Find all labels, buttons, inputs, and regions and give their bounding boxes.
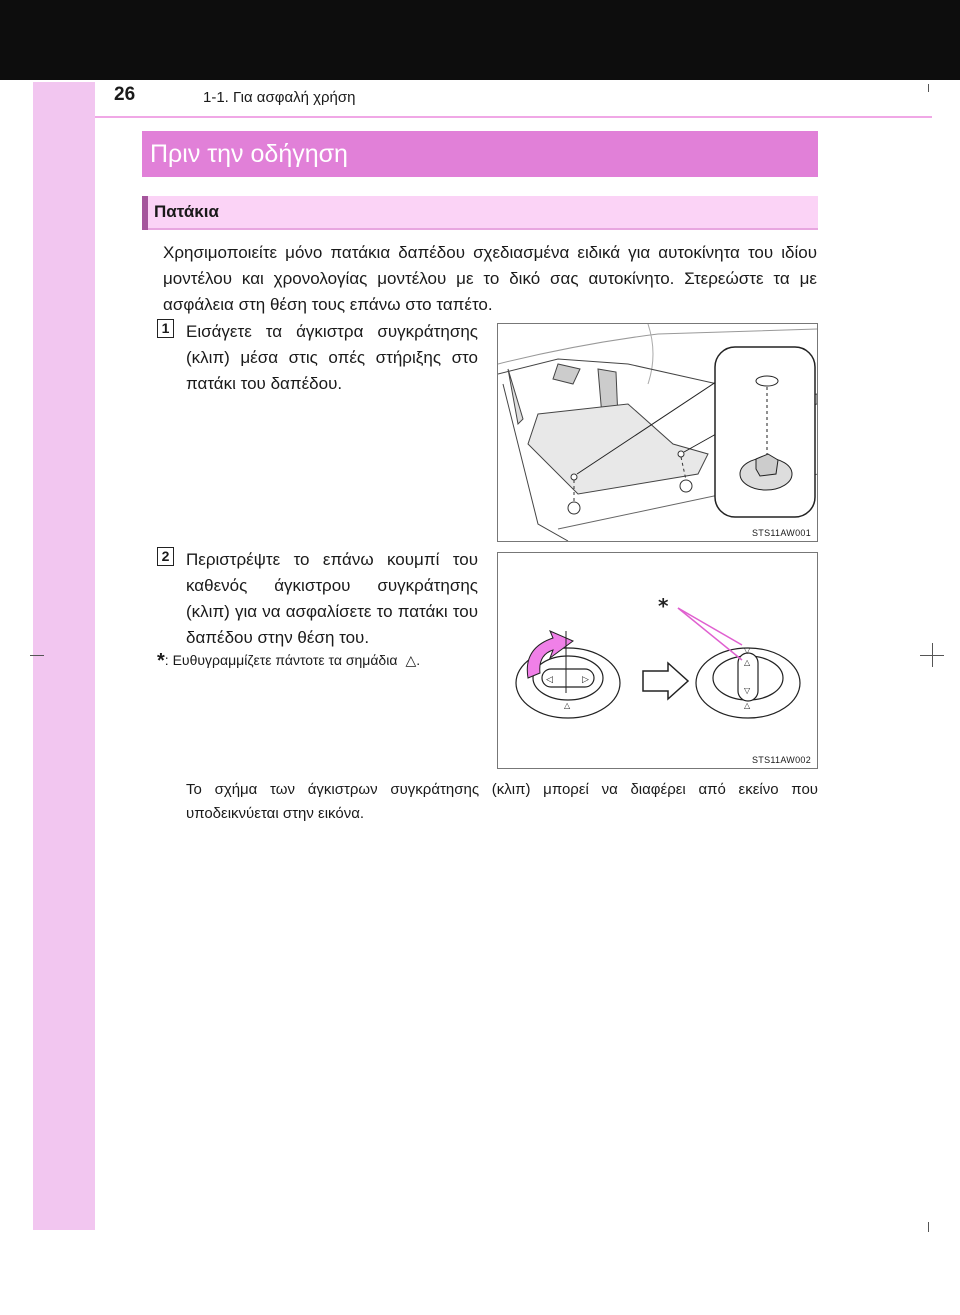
- figure-1-code: STS11AW001: [751, 528, 811, 538]
- top-black-band: [0, 0, 960, 80]
- footnote-text: : Ευθυγραμμίζετε πάντοτε τα σημάδια: [164, 652, 398, 668]
- crop-mark: [932, 643, 933, 667]
- note-paragraph: Το σχήμα των άγκιστρων συγκράτησης (κλιπ) μπορεί να διαφέρει από εκείνο που υποδεικνύεται στην εικόνα.: [186, 781, 818, 822]
- footnote-marker: *: [157, 650, 165, 672]
- intro-paragraph: Χρησιμοποιείτε μόνο πατάκια δαπέδου σχεδιασμένα ειδικά για αυτοκίνητα του ιδίου μοντέλου και χρονολογίας μοντέλου με το δικό σας αυτοκίνητο. Στερεώστε τα με ασφάλεια στη θέση τους επάνω στο ταπέτο.: [163, 243, 817, 314]
- triangle-mark-icon: △: [405, 652, 417, 668]
- subsection-title: Πατάκια: [154, 202, 219, 221]
- clip-rotation-illustration: [498, 553, 817, 768]
- svg-text:▷: ▷: [582, 675, 589, 685]
- svg-text:▽: ▽: [744, 646, 751, 655]
- svg-text:△: △: [744, 701, 751, 710]
- step-2-text: Περιστρέψτε το επάνω κουμπί του καθενός άγκιστρου συγκράτησης (κλιπ) για να ασφαλίσετε το πατάκι του δαπέδου στην θέση του.: [186, 550, 478, 647]
- crop-mark: [928, 1222, 929, 1232]
- figure-clip-rotation: [497, 552, 818, 769]
- footnote: [157, 648, 420, 671]
- svg-text:▽: ▽: [744, 686, 751, 695]
- svg-text:◁: ◁: [546, 675, 553, 685]
- step-1-text: Εισάγετε τα άγκιστρα συγκράτησης (κλιπ) μέσα στις οπές στήριξης στο πατάκι του δαπέδου.: [186, 322, 478, 393]
- crop-mark: [30, 655, 44, 656]
- subsection-heading: [142, 196, 818, 230]
- left-margin-strip: [33, 82, 95, 1230]
- footnote-end: .: [416, 652, 421, 668]
- page-number: 26: [114, 84, 136, 105]
- step-number-1: 1: [157, 319, 174, 338]
- svg-text:△: △: [744, 658, 751, 667]
- svg-text:△: △: [564, 701, 571, 710]
- chapter-title: 1-1. Για ασφαλή χρήση: [203, 89, 356, 106]
- floor-mat-illustration: [498, 324, 817, 541]
- step-number-2: 2: [157, 547, 174, 566]
- figure-2-marker: *: [658, 594, 669, 618]
- figure-floor-mat-clips: [497, 323, 818, 542]
- header-rule: [95, 116, 932, 118]
- figure-2-code: STS11AW002: [751, 755, 811, 765]
- section-title: Πριν την οδήγηση: [142, 131, 818, 177]
- crop-mark: [928, 84, 929, 92]
- subsection-marker: [142, 196, 148, 230]
